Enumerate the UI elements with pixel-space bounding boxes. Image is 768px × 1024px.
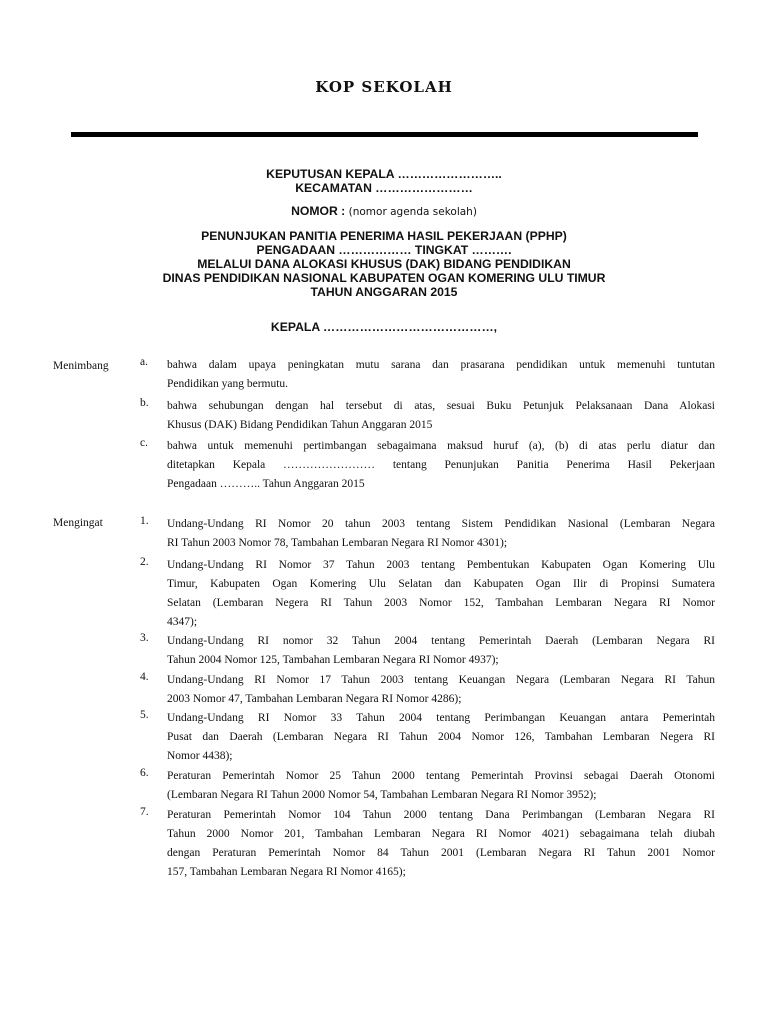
mengingat-item-line: Nomor 4438); — [167, 750, 233, 762]
nomor-label: NOMOR : — [291, 204, 346, 218]
mengingat-item-line: 157, Tambahan Lembaran Negara RI Nomor 4165); — [167, 866, 406, 878]
decree-title-line5: TAHUN ANGGARAN 2015 — [310, 285, 458, 299]
letterhead-title: KOP SEKOLAH — [315, 78, 453, 96]
decree-number — [0, 204, 768, 219]
mengingat-item-marker: 4. — [140, 671, 149, 683]
mengingat-item-marker: 1. — [140, 515, 149, 527]
nomor-note: (nomor agenda sekolah) — [348, 206, 477, 218]
menimbang-item-marker: b. — [140, 397, 149, 409]
menimbang-item-marker: a. — [140, 356, 148, 368]
menimbang-item-marker: c. — [140, 437, 148, 449]
mengingat-item-line: Undang-Undang RI nomor 32 Tahun 2004 tentang Pemerintah Daerah (Lembaran Negara RI — [167, 635, 715, 647]
menimbang-item-text — [167, 356, 715, 394]
mengingat-item-text — [167, 632, 715, 670]
mengingat-item-text — [167, 671, 715, 709]
kepala-heading: KEPALA ……………………………………, — [270, 320, 498, 334]
mengingat-item-line: Tahun 2004 Nomor 125, Tambahan Lembaran Negara RI Nomor 4937); — [167, 654, 499, 666]
menimbang-item-line: bahwa sehubungan dengan hal tersebut di atas, sesuai Buku Petunjuk Pelaksanaan Dana Alokasi — [167, 400, 715, 412]
decree-title-line1: PENUNJUKAN PANITIA PENERIMA HASIL PEKERJAAN (PPHP) — [201, 229, 567, 243]
mengingat-item-marker: 7. — [140, 806, 149, 818]
mengingat-item-line: Timur, Kabupaten Ogan Komering Ulu Selatan dan Kabupaten Ogan Ilir di Propinsi Sumatera — [167, 578, 715, 590]
menimbang-item-line: Khusus (DAK) Bidang Pendidikan Tahun Anggaran 2015 — [167, 419, 433, 431]
menimbang-item-line: Pengadaan ……….. Tahun Anggaran 2015 — [167, 478, 365, 490]
mengingat-item-marker: 6. — [140, 767, 149, 779]
mengingat-item-line: (Lembaran Negara RI Tahun 2000 Nomor 54, Tambahan Lembaran Negara RI Nomor 3952); — [167, 789, 597, 801]
mengingat-item-line: RI Tahun 2003 Nomor 78, Tambahan Lembaran Negara RI Nomor 4301); — [167, 537, 508, 549]
decree-title-line3: MELALUI DANA ALOKASI KHUSUS (DAK) BIDANG PENDIDIKAN — [197, 257, 571, 271]
mengingat-item-text — [167, 515, 715, 553]
mengingat-item-line: dengan Peraturan Pemerintah Nomor 84 Tahun 2001 (Lembaran Negara RI Tahun 2001 Nomor — [167, 847, 715, 859]
mengingat-item-line: Selatan (Lembaran Negera RI Tahun 2003 Nomor 152, Tambahan Lembaran Negara RI Nomor — [167, 597, 715, 609]
mengingat-item-marker: 3. — [140, 632, 149, 644]
menimbang-label: Menimbang — [53, 360, 109, 372]
menimbang-item-text — [167, 437, 715, 494]
mengingat-item-line: Peraturan Pemerintah Nomor 25 Tahun 2000 tentang Pemerintah Provinsi sebagai Daerah Otonomi — [167, 770, 715, 782]
mengingat-item-line: Undang-Undang RI Nomor 17 Tahun 2003 tentang Keuangan Negara (Lembaran Negara RI Tahun — [167, 674, 715, 686]
menimbang-item-line: Pendidikan yang bermutu. — [167, 378, 289, 390]
mengingat-item-line: Tahun 2000 Nomor 201, Tambahan Lembaran Negara RI Nomor 4021) sebagaimana telah diubah — [167, 828, 715, 840]
mengingat-item-text — [167, 556, 715, 632]
menimbang-item-line: ditetapkan Kepala …………………… tentang Penunjukan Panitia Penerima Hasil Pekerjaan — [167, 459, 715, 471]
mengingat-item-text — [167, 806, 715, 882]
menimbang-item-line: bahwa untuk memenuhi pertimbangan sebagaimana maksud huruf (a), (b) di atas perlu diatur dan — [167, 440, 715, 452]
mengingat-item-text — [167, 709, 715, 766]
mengingat-item-line: Undang-Undang RI Nomor 37 Tahun 2003 tentang Pembentukan Kabupaten Ogan Komering Ulu — [167, 559, 715, 571]
mengingat-item-marker: 2. — [140, 556, 149, 568]
mengingat-item-line: Pusat dan Daerah (Lembaran Negara RI Tahun 2004 Nomor 126, Tambahan Lembaran Negera RI — [167, 731, 715, 743]
decree-heading-line1: KEPUTUSAN KEPALA …………………….. — [266, 167, 502, 181]
mengingat-item-line: 2003 Nomor 47, Tambahan Lembaran Negara RI Nomor 4286); — [167, 693, 462, 705]
mengingat-item-line: Peraturan Pemerintah Nomor 104 Tahun 2000 tentang Dana Perimbangan (Lembaran Negara RI — [167, 809, 715, 821]
mengingat-item-text — [167, 767, 715, 805]
mengingat-item-marker: 5. — [140, 709, 149, 721]
mengingat-item-line: Undang-Undang RI Nomor 33 Tahun 2004 tentang Perimbangan Keuangan antara Pemerintah — [167, 712, 715, 724]
mengingat-item-line: Undang-Undang RI Nomor 20 tahun 2003 tentang Sistem Pendidikan Nasional (Lembaran Negara — [167, 518, 715, 530]
menimbang-item-text — [167, 397, 715, 435]
mengingat-item-line: 4347); — [167, 616, 198, 628]
letterhead-divider — [71, 132, 698, 137]
decree-title-line2: PENGADAAN ……………… TINGKAT ………. — [256, 243, 512, 257]
menimbang-item-line: bahwa dalam upaya peningkatan mutu sarana dan prasarana pendidikan untuk memenuhi tuntutan — [167, 359, 715, 371]
mengingat-label: Mengingat — [53, 517, 103, 529]
decree-heading-line2: KECAMATAN …………………… — [295, 181, 473, 195]
decree-title-line4: DINAS PENDIDIKAN NASIONAL KABUPATEN OGAN KOMERING ULU TIMUR — [162, 271, 606, 285]
